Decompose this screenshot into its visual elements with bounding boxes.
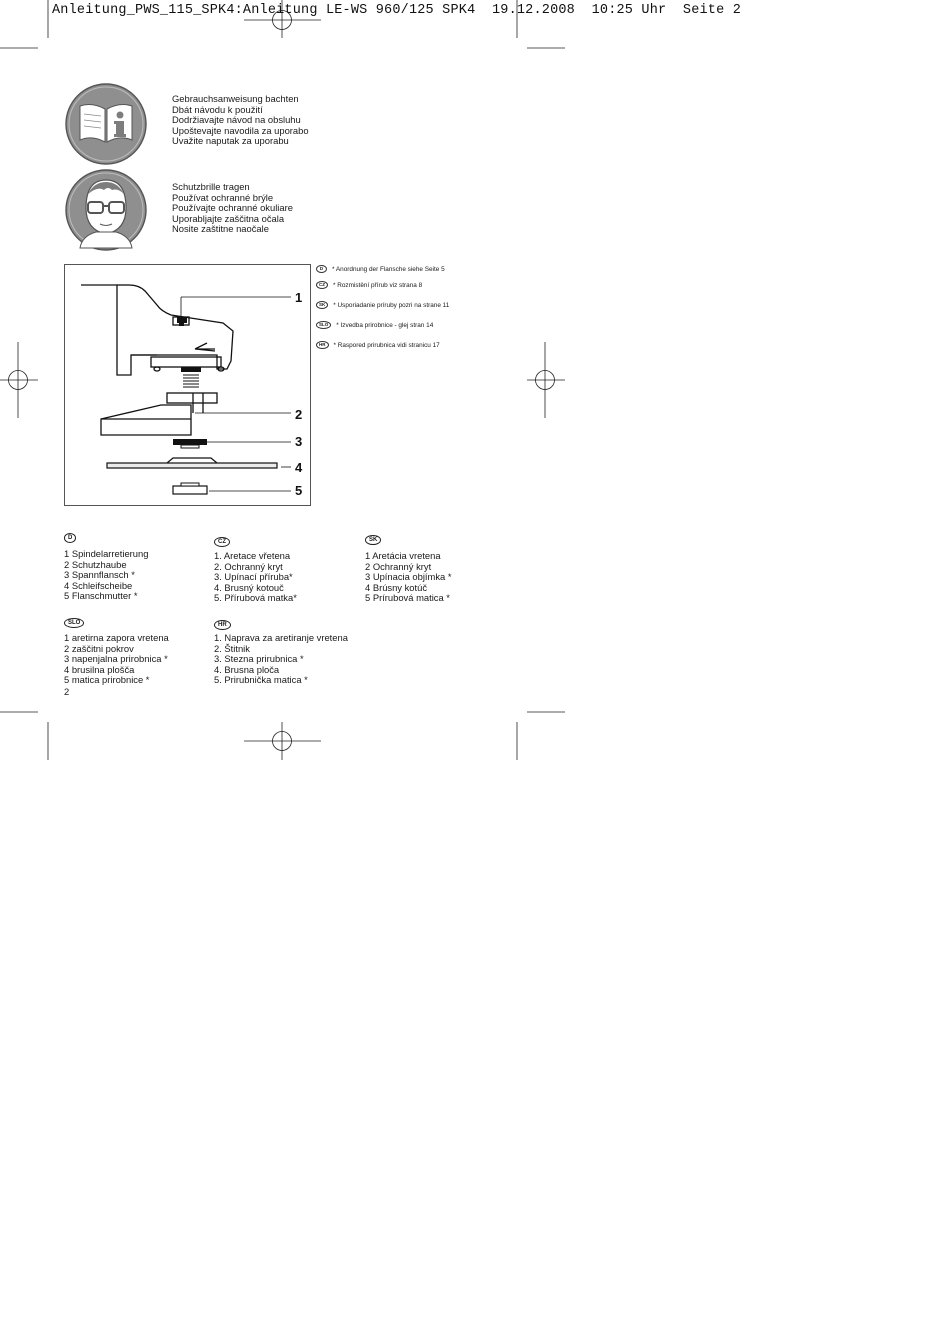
symbol-line: Schutzbrille tragen	[172, 181, 250, 192]
country-flag: HR	[316, 341, 329, 349]
legend-item: 2 Ochranný kryt	[365, 560, 432, 572]
legend-item: 4 brusilna plošča	[64, 663, 135, 675]
legend-item: 1. Naprava za aretiranje vretena	[214, 632, 348, 643]
legend-item: 5 Prírubová matica *	[365, 592, 450, 604]
legend-item: 3 Upínacia objímka *	[365, 571, 452, 583]
legend-item: 5 Flanschmutter *	[64, 590, 138, 602]
legend-item: 5. Prirubnička matica *	[214, 674, 308, 686]
legend-item: 1 Aretácia vretena	[365, 550, 441, 561]
legend-item: 4. Brusný kotouč	[214, 581, 284, 593]
legend-item: 3. Stezna prirubnica *	[214, 653, 304, 665]
country-flag: D	[316, 265, 327, 273]
country-flag: SLO	[316, 321, 331, 329]
symbol-line: Uporabljajte zaščitna očala	[172, 212, 285, 224]
symbol-line: Používat ochranné brýle	[172, 191, 274, 203]
symbol-line: Upoštevajte navodila za uporabo	[172, 124, 309, 136]
legend-cz	[214, 530, 297, 604]
note-text: * Izvedba prirobnice - glej stran 14	[336, 321, 434, 329]
flange-note-hr	[316, 341, 440, 349]
note-text: * Rozmistění přírub viz strana 8	[333, 281, 423, 289]
part-label-5: 5	[295, 483, 303, 498]
file-header: Anleitung_PWS_115_SPK4:Anleitung LE-WS 960/125 SPK4 19.12.2008 10:25 Uhr Seite 2	[52, 3, 742, 18]
legend-item: 4. Brusna ploča	[214, 663, 280, 675]
safety-goggles-text	[172, 182, 293, 235]
legend-item: 1. Aretace vřetena	[214, 550, 291, 561]
safety-goggles-icon	[64, 168, 148, 252]
symbol-line: Gebrauchsanweisung bachten	[172, 93, 299, 104]
legend-item: 3. Upínací příruba*	[214, 571, 293, 583]
part-label-2: 2	[295, 407, 303, 422]
legend-item: 3 napenjalna prirobnica *	[64, 653, 168, 665]
part-label-4: 4	[295, 460, 303, 475]
page-number: 2	[64, 686, 70, 697]
legend-item: 2. Ochranný kryt	[214, 560, 283, 572]
symbol-line: Uvažite naputak za uporabu	[172, 135, 289, 147]
note-text: * Anordnung der Flansche siehe Seite 5	[332, 265, 445, 273]
legend-item: 1 Spindelarretierung	[64, 548, 149, 559]
flange-note-d	[316, 265, 445, 273]
legend-item: 2 zaščitni pokrov	[64, 642, 134, 654]
symbol-line: Dbát návodu k použití	[172, 103, 263, 115]
symbol-line: Dodržiavajte návod na obsluhu	[172, 114, 301, 126]
legend-hr	[214, 613, 348, 686]
legend-item: 5 matica prirobnice *	[64, 674, 150, 686]
legend-item: 2 Schutzhaube	[64, 558, 127, 570]
legend-item: 4 Schleifscheibe	[64, 579, 133, 591]
flange-note-slo	[316, 321, 433, 329]
note-text: * Usporiadanie príruby pozri na strane 11	[333, 301, 450, 309]
assembly-drawing	[65, 265, 310, 505]
legend-item: 5. Přírubová matka*	[214, 592, 297, 604]
country-flag: CZ	[214, 537, 230, 547]
symbol-line: Nosite zaštitne naočale	[172, 223, 269, 235]
legend-item: 1 aretirna zapora vretena	[64, 632, 169, 643]
legend-item: 3 Spannflansch *	[64, 569, 135, 581]
country-flag: CZ	[316, 281, 328, 289]
note-text: * Raspored prirubnica vidi stranicu 17	[333, 341, 440, 349]
country-flag: SK	[316, 301, 328, 309]
manual-info-icon	[64, 82, 148, 166]
country-flag: D	[64, 533, 76, 543]
country-flag: SK	[365, 535, 381, 545]
manual-info-text	[172, 94, 309, 147]
part-label-3: 3	[295, 434, 303, 449]
legend-slo	[64, 611, 169, 686]
country-flag: HR	[214, 620, 231, 630]
part-label-1: 1	[295, 290, 303, 305]
legend-item: 2. Štitnik	[214, 642, 250, 654]
legend-item: 4 Brúsny kotúč	[365, 581, 428, 593]
legend-d	[64, 526, 148, 602]
flange-note-cz	[316, 281, 422, 289]
symbol-line: Používajte ochranné okuliare	[172, 202, 293, 214]
assembly-diagram	[64, 264, 311, 506]
country-flag: SLO	[64, 618, 84, 628]
legend-sk	[365, 528, 452, 604]
flange-note-sk	[316, 301, 449, 309]
